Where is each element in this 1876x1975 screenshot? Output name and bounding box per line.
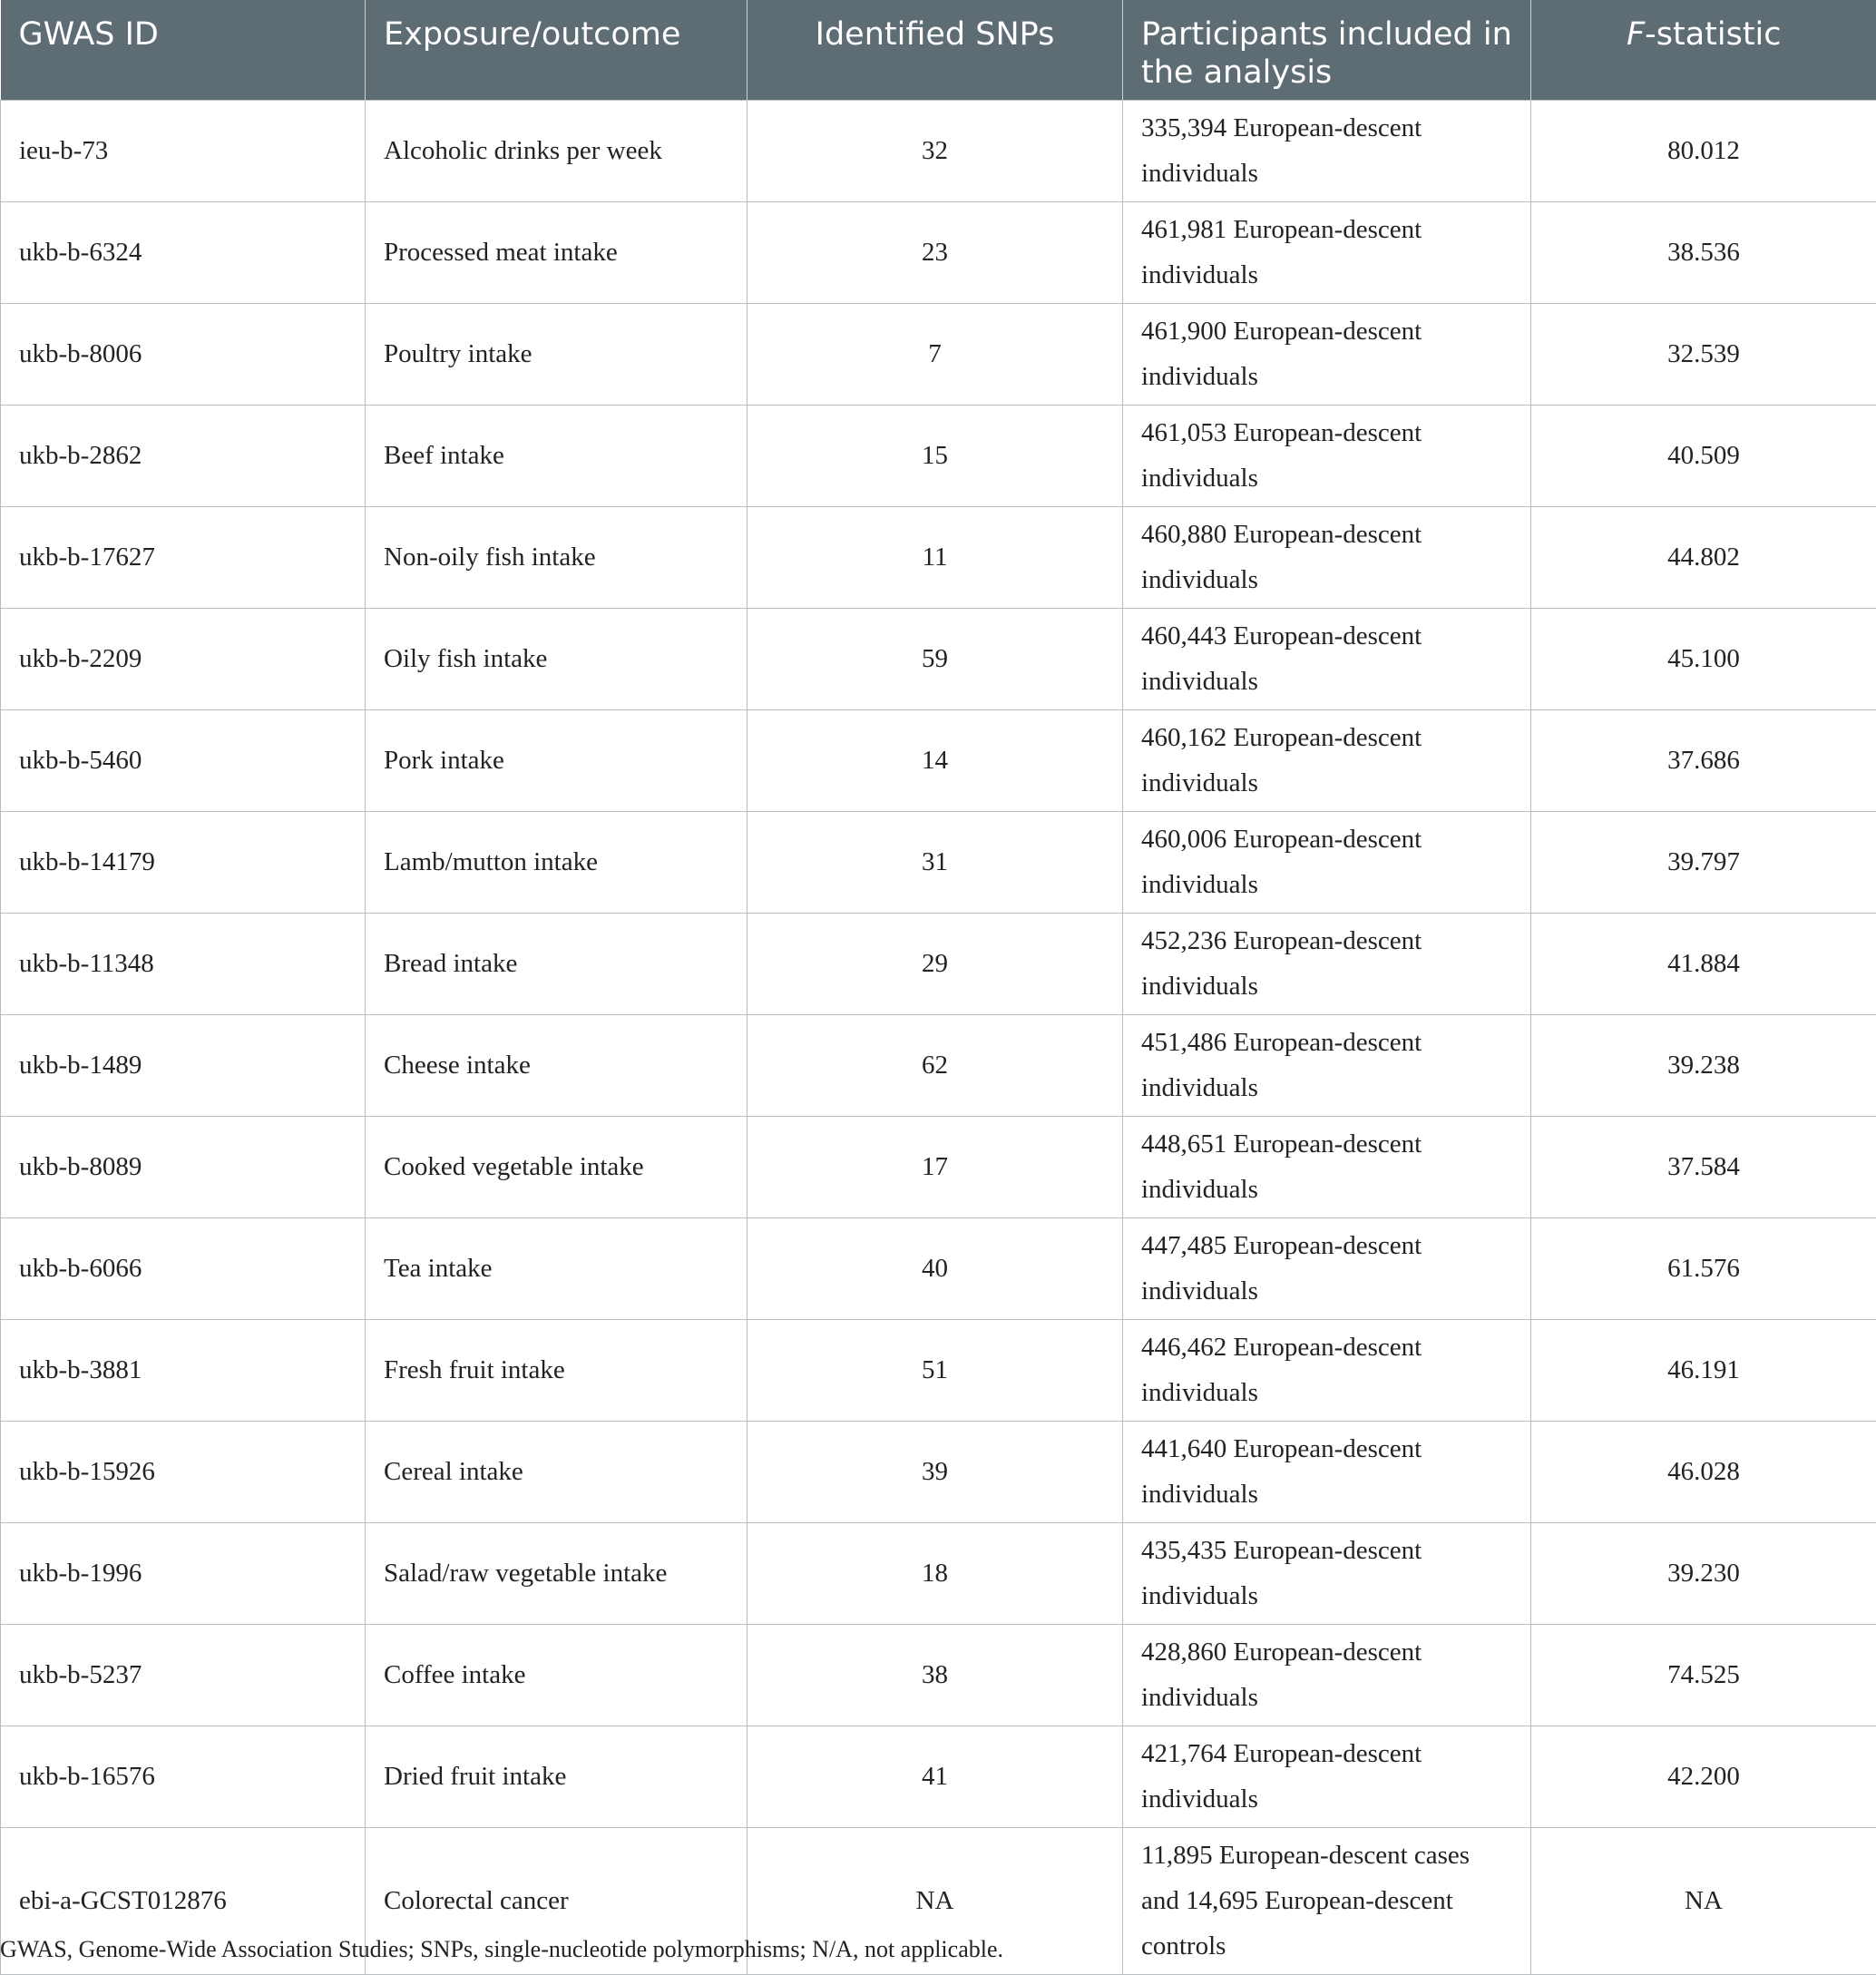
cell-exposure: Alcoholic drinks per week [366,101,747,202]
cell-gwas-id: ukb-b-8006 [1,304,366,406]
table-row [1,812,1876,914]
header-row [1,0,1876,101]
cell-participants: 460,443 European-descent individuals [1123,609,1531,710]
cell-identified-snps: 15 [747,406,1123,507]
cell-participants: 460,006 European-descent individuals [1123,812,1531,914]
cell-gwas-id: ukb-b-1489 [1,1015,366,1117]
cell-identified-snps: 32 [747,101,1123,202]
table-row [1,304,1876,406]
cell-identified-snps: NA [747,1828,1123,1975]
cell-identified-snps: 40 [747,1218,1123,1320]
header-f-statistic [1531,0,1876,101]
table-header [1,0,1876,101]
table-row [1,202,1876,304]
header-identified-snps: Identified SNPs [747,0,1123,101]
cell-gwas-id: ukb-b-6066 [1,1218,366,1320]
table-row [1,1625,1876,1726]
cell-gwas-id: ukb-b-5460 [1,710,366,812]
cell-participants: 435,435 European-descent individuals [1123,1523,1531,1625]
cell-f-statistic: 39.797 [1531,812,1876,914]
cell-f-statistic: 61.576 [1531,1218,1876,1320]
cell-gwas-id: ukb-b-14179 [1,812,366,914]
cell-participants: 461,900 European-descent individuals [1123,304,1531,406]
cell-exposure: Non-oily fish intake [366,507,747,609]
cell-exposure: Beef intake [366,406,747,507]
table-row [1,101,1876,202]
table-row [1,1218,1876,1320]
cell-identified-snps: 11 [747,507,1123,609]
cell-identified-snps: 14 [747,710,1123,812]
cell-identified-snps: 39 [747,1422,1123,1523]
table-row [1,1523,1876,1625]
cell-identified-snps: 18 [747,1523,1123,1625]
cell-exposure: Lamb/mutton intake [366,812,747,914]
cell-f-statistic: NA [1531,1828,1876,1975]
cell-gwas-id: ukb-b-11348 [1,914,366,1015]
cell-f-statistic: 46.191 [1531,1320,1876,1422]
cell-exposure: Colorectal cancer [366,1828,747,1975]
cell-exposure: Cheese intake [366,1015,747,1117]
table-row [1,1422,1876,1523]
table-row [1,406,1876,507]
cell-f-statistic: 42.200 [1531,1726,1876,1828]
cell-participants: 460,880 European-descent individuals [1123,507,1531,609]
header-exposure: Exposure/outcome [366,0,747,101]
cell-f-statistic: 39.230 [1531,1523,1876,1625]
header-participants: Participants included in the analysis [1123,0,1531,101]
cell-identified-snps: 29 [747,914,1123,1015]
cell-exposure: Bread intake [366,914,747,1015]
table-row [1,1320,1876,1422]
cell-participants: 460,162 European-descent individuals [1123,710,1531,812]
cell-exposure: Cereal intake [366,1422,747,1523]
cell-identified-snps: 17 [747,1117,1123,1218]
cell-f-statistic: 39.238 [1531,1015,1876,1117]
cell-f-statistic: 74.525 [1531,1625,1876,1726]
cell-identified-snps: 31 [747,812,1123,914]
table-row [1,1117,1876,1218]
cell-gwas-id: ieu-b-73 [1,101,366,202]
cell-f-statistic: 46.028 [1531,1422,1876,1523]
cell-identified-snps: 51 [747,1320,1123,1422]
cell-gwas-id: ukb-b-8089 [1,1117,366,1218]
cell-identified-snps: 62 [747,1015,1123,1117]
table-body [1,101,1876,1975]
cell-gwas-id: ukb-b-3881 [1,1320,366,1422]
cell-participants: 461,981 European-descent individuals [1123,202,1531,304]
cell-f-statistic: 37.686 [1531,710,1876,812]
cell-exposure: Dried fruit intake [366,1726,747,1828]
cell-exposure: Tea intake [366,1218,747,1320]
cell-participants: 447,485 European-descent individuals [1123,1218,1531,1320]
table-row [1,609,1876,710]
cell-participants: 335,394 European-descent individuals [1123,101,1531,202]
cell-participants: 11,895 European-descent cases and 14,695 European-descent controls [1123,1828,1531,1975]
table-row [1,507,1876,609]
cell-gwas-id: ebi-a-GCST012876 [1,1828,366,1975]
cell-f-statistic: 40.509 [1531,406,1876,507]
cell-exposure: Coffee intake [366,1625,747,1726]
cell-f-statistic: 45.100 [1531,609,1876,710]
cell-gwas-id: ukb-b-16576 [1,1726,366,1828]
table-footnote: GWAS, Genome-Wide Association Studies; SNPs, single-nucleotide polymorphisms; N/A, not applicable. [0,1933,1003,1966]
cell-identified-snps: 7 [747,304,1123,406]
cell-exposure: Oily fish intake [366,609,747,710]
cell-gwas-id: ukb-b-1996 [1,1523,366,1625]
cell-participants: 461,053 European-descent individuals [1123,406,1531,507]
cell-f-statistic: 38.536 [1531,202,1876,304]
cell-participants: 421,764 European-descent individuals [1123,1726,1531,1828]
cell-participants: 441,640 European-descent individuals [1123,1422,1531,1523]
cell-identified-snps: 41 [747,1726,1123,1828]
cell-f-statistic: 32.539 [1531,304,1876,406]
cell-participants: 428,860 European-descent individuals [1123,1625,1531,1726]
cell-participants: 448,651 European-descent individuals [1123,1117,1531,1218]
cell-participants: 446,462 European-descent individuals [1123,1320,1531,1422]
cell-f-statistic: 37.584 [1531,1117,1876,1218]
cell-gwas-id: ukb-b-2862 [1,406,366,507]
cell-exposure: Processed meat intake [366,202,747,304]
header-f-letter: F [1627,16,1645,53]
header-f-suffix: -statistic [1645,16,1781,53]
header-gwas-id: GWAS ID [1,0,366,101]
cell-participants: 452,236 European-descent individuals [1123,914,1531,1015]
cell-f-statistic: 44.802 [1531,507,1876,609]
cell-f-statistic: 80.012 [1531,101,1876,202]
cell-identified-snps: 38 [747,1625,1123,1726]
cell-participants: 451,486 European-descent individuals [1123,1015,1531,1117]
cell-gwas-id: ukb-b-5237 [1,1625,366,1726]
table-row [1,1726,1876,1828]
cell-gwas-id: ukb-b-6324 [1,202,366,304]
cell-exposure: Fresh fruit intake [366,1320,747,1422]
table-row [1,1015,1876,1117]
cell-gwas-id: ukb-b-15926 [1,1422,366,1523]
cell-exposure: Poultry intake [366,304,747,406]
cell-exposure: Pork intake [366,710,747,812]
cell-f-statistic: 41.884 [1531,914,1876,1015]
cell-exposure: Salad/raw vegetable intake [366,1523,747,1625]
cell-identified-snps: 23 [747,202,1123,304]
cell-identified-snps: 59 [747,609,1123,710]
cell-gwas-id: ukb-b-2209 [1,609,366,710]
cell-gwas-id: ukb-b-17627 [1,507,366,609]
table-row [1,914,1876,1015]
cell-exposure: Cooked vegetable intake [366,1117,747,1218]
table-row [1,710,1876,812]
